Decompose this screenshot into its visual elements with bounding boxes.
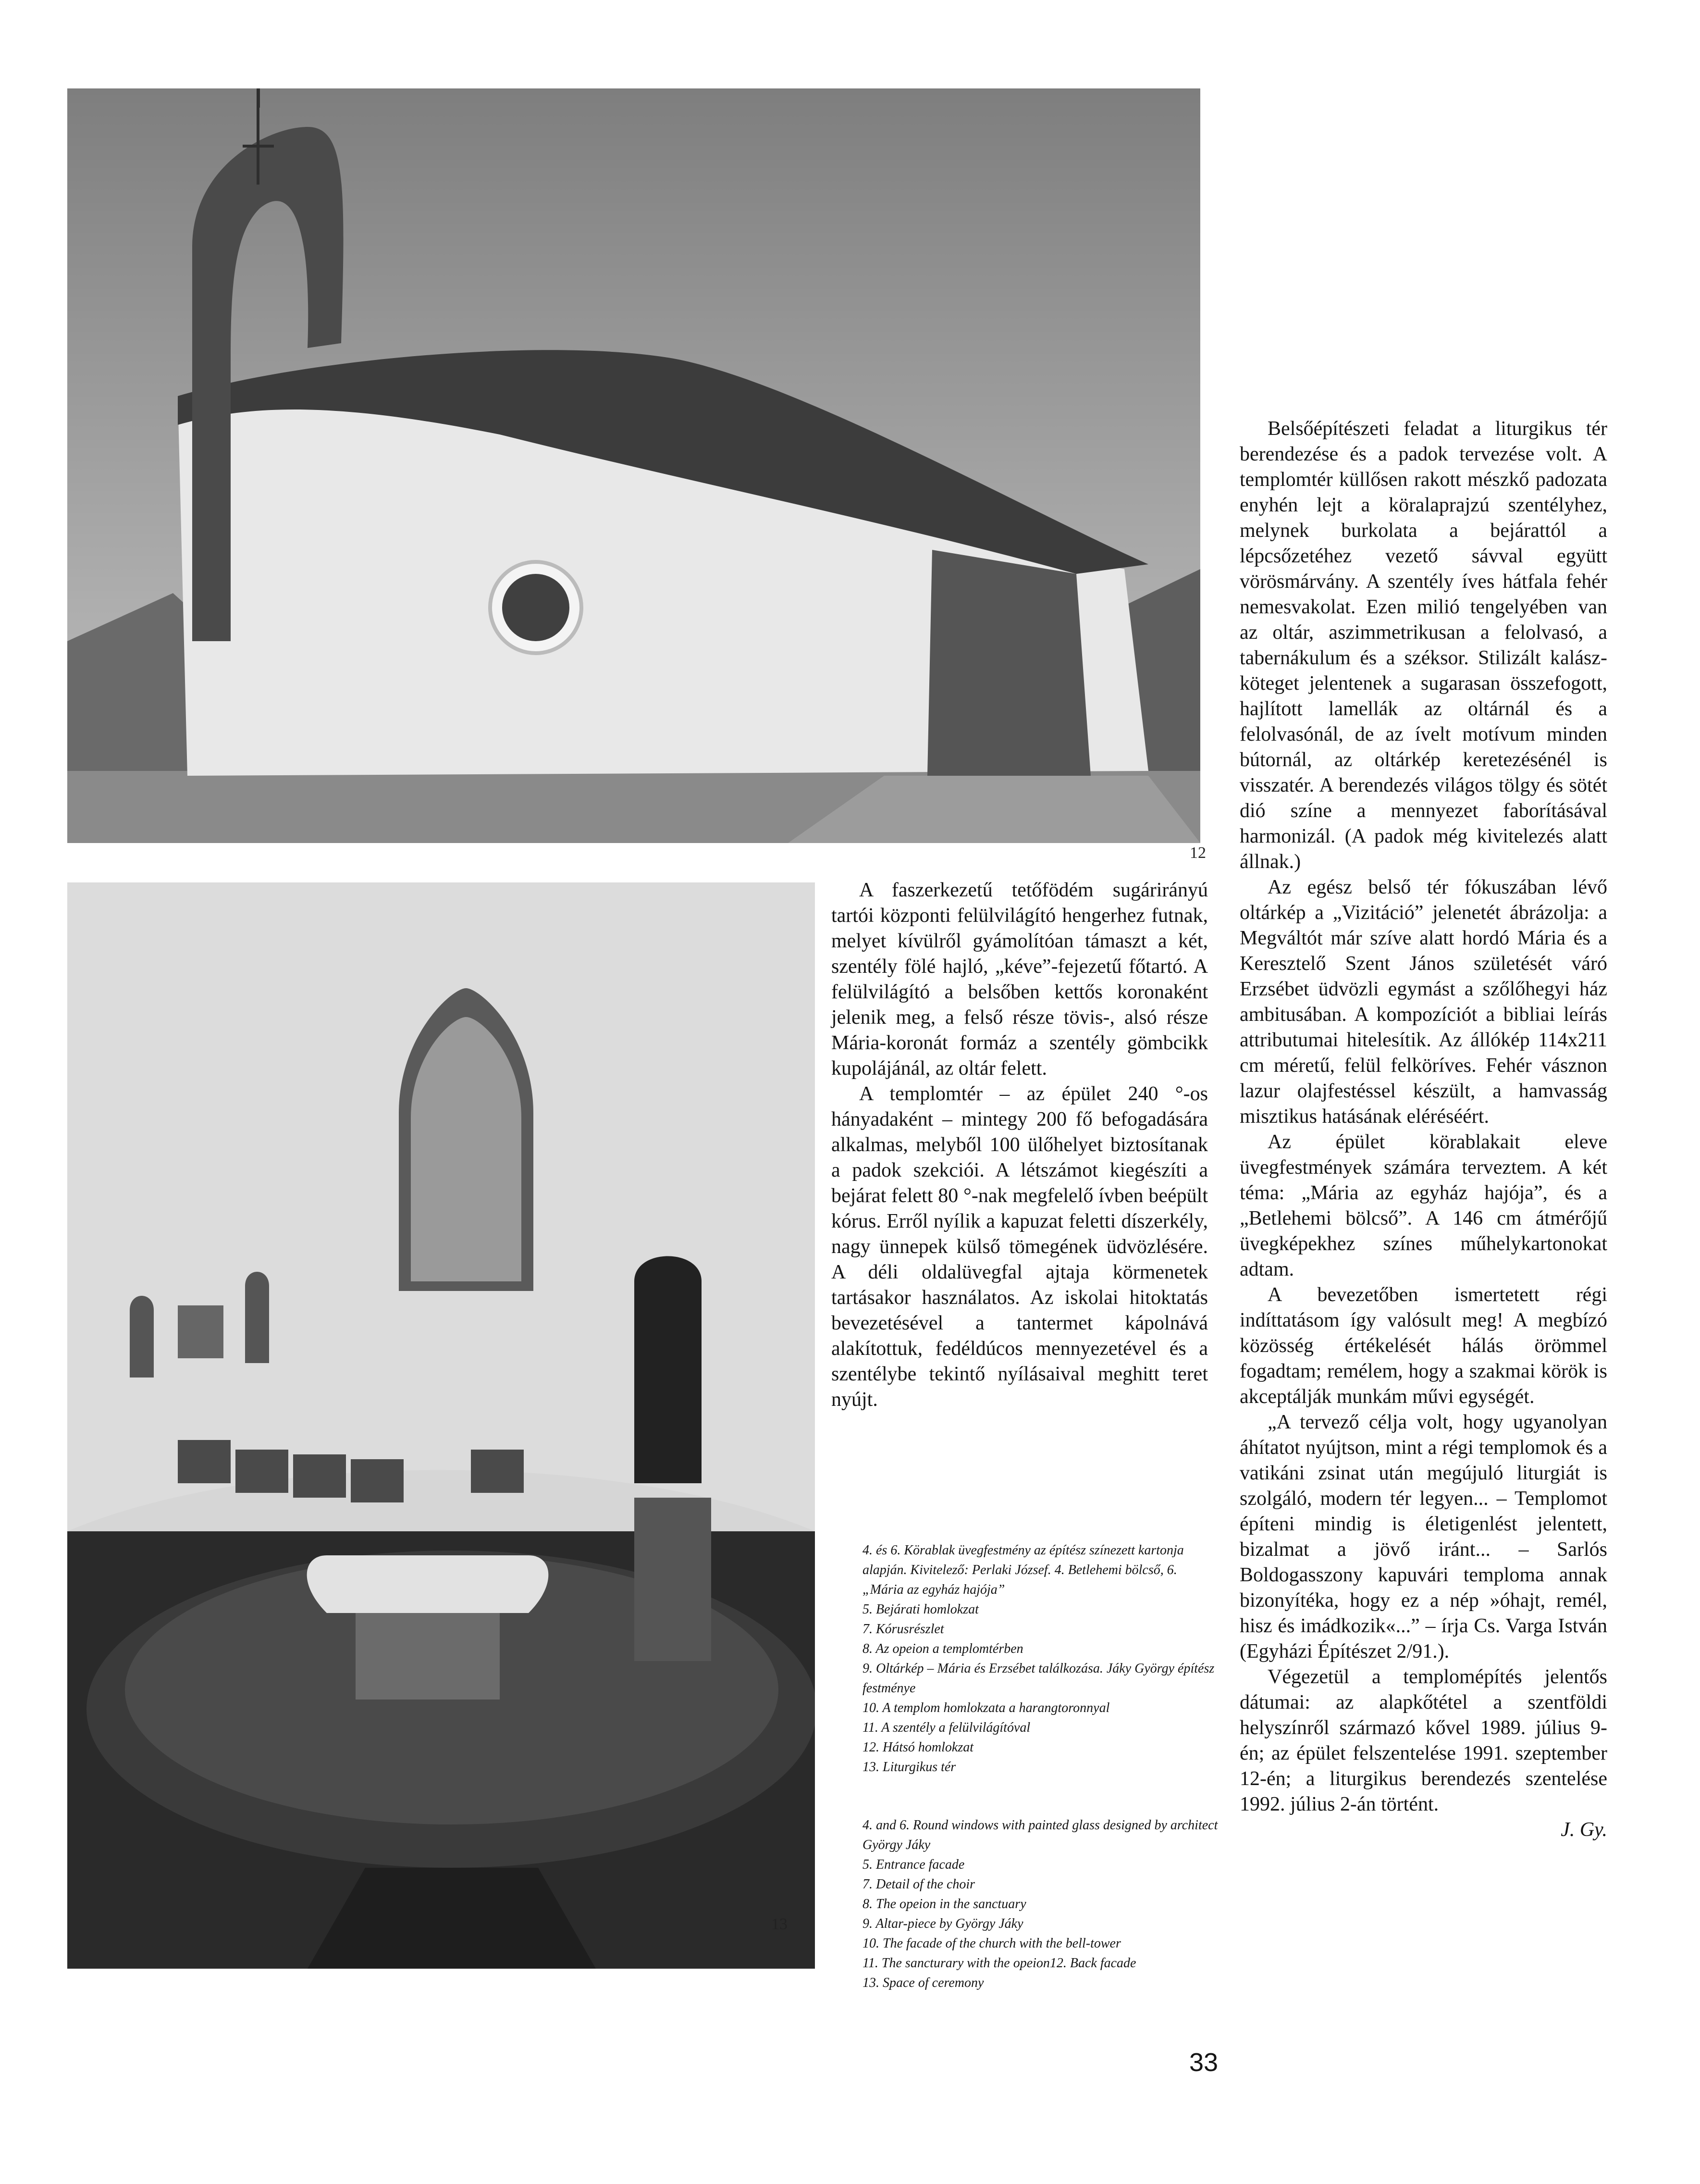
caption-hu: 8. Az opeion a templomtérben xyxy=(862,1641,1023,1656)
caption-en: 10. The facade of the church with the bell-tower xyxy=(862,1936,1121,1951)
middle-text-column xyxy=(831,878,1208,1413)
caption-hu: 9. Oltárkép – Mária és Erzsébet találkozása. Jáky György építész festménye xyxy=(862,1661,1215,1696)
caption-en: 5. Entrance facade xyxy=(862,1857,965,1872)
figure-number-12: 12 xyxy=(1190,844,1206,862)
captions-block xyxy=(862,1540,1218,1993)
paragraph: Az egész belső tér fókuszában lévő oltárkép a „Vizitáció” jelenetét ábrázolja: a Megváltót már szíve alatt hordó Mária és a Keresztelő Szent János születését váró Erzsébet üdvözli egymást a szőlőhegyi ház ambitusában. A kompozíciót a bibliai leírás attributumai hitelesítik. Az állókép 114x211 cm méretű, felül felköríves. Fehér vásznon lazur olajfestéssel készült, a hamvasság misztikus hatásának eléréséért. xyxy=(1240,876,1607,1128)
caption-en: 4. and 6. Round windows with painted glass designed by architect György Jáky xyxy=(862,1818,1218,1852)
caption-en: 9. Altar-piece by György Jáky xyxy=(862,1916,1023,1931)
paragraph: A faszerkezetű tetőfödém sugárirányú tartói központi felülvilágító hengerhez futnak, melyet kívülről gyámolítóan támaszt a két, szentély fölé hajló, „kéve”-fejezetű főtartó. A felülvilágító a belsőben kettős koronaként jelenik meg, a felső része tövis-, alsó része Mária-koronát formáz a szentély gömbcikk kupolájánál, az oltár felett. xyxy=(831,879,1208,1080)
photo-back-facade xyxy=(67,88,1200,843)
caption-hu: 12. Hátsó homlokzat xyxy=(862,1740,973,1755)
caption-hu: 7. Kórusrészlet xyxy=(862,1622,944,1637)
paragraph: Belsőépítészeti feladat a liturgikus tér berendezése és a padok tervezése volt. A templomtér küllősen rakott mészkő padozata enyhén lejt a köralaprajzú szentélyhez, melynek burkolata a bejárattól a lépcsőzetéhez vezető sávval együtt vörösmárvány. A szentély íves hátfala fehér nemesvakolat. Ezen milió tengelyében van az oltár, aszimmetrikusan a felolvasó, a tabernákulum és a széksor. Stilizált kalász-köteget jelentenek a sugarasan összefogott, hajlított lamellák az oltárnál és a felolvasónál, de az ívelt motívum minden bútornál, az oltárkép keretezésénél is visszatér. A berendezés világos tölgy és sötét dió színe a mennyezet faborításával harmonizál. (A padok még kivitelezés alatt állnak.) xyxy=(1240,418,1607,873)
caption-en: 13. Space of ceremony xyxy=(862,1975,984,1990)
paragraph: A bevezetőben ismertetett régi indíttatásom így valósult meg! A megbízó közösség értékelését hálás örömmel fogadtam; remélem, hogy a szakmai körök is akceptálják munkám művi egységét. xyxy=(1240,1284,1607,1408)
right-text-column xyxy=(1240,416,1607,1843)
caption-hu: 11. A szentély a felülvilágítóval xyxy=(862,1720,1031,1735)
paragraph: A templomtér – az épület 240 °-os hányadaként – mintegy 200 fő befogadására alkalmas, melyből 100 ülőhelyet biztosítanak a padok szekciói. A létszámot kiegészíti a bejárat felett 80 °-nak megfelelő ívben beépült kórus. Erről nyílik a kapuzat feletti díszerkély, nagy ünnepek külső tömegének üdvözlésére. A déli oldalüvegfal ajtaja körmenetek tartásakor használatos. Az iskolai hitoktatás bevezetésével a tantermet kápolnává alakítottuk, fedéldúcos mennyezetével és a szentélybe tekintő nyílásaival meghitt teret nyújt. xyxy=(831,1083,1208,1411)
paragraph: Végezetül a templomépítés jelentős dátumai: az alapkőtétel a szentföldi helyszínről származó kővel 1989. július 9-én; az épület felszentelése 1991. szeptember 12-én; a liturgikus berendezés szentelése 1992. július 2-án történt. xyxy=(1240,1666,1607,1815)
photo-liturgical-space xyxy=(67,882,815,1969)
caption-en: 7. Detail of the choir xyxy=(862,1877,975,1892)
caption-hu: 4. és 6. Körablak üvegfestmény az építész színezett kartonja alapján. Kivitelező: Perlaki József. 4. Betlehemi bölcső, 6. „Mária az egyház hajója” xyxy=(862,1543,1184,1597)
caption-hu: 10. A templom homlokzata a harangtoronnyal xyxy=(862,1700,1110,1715)
page-number: 33 xyxy=(1189,2048,1219,2077)
caption-hu: 13. Liturgikus tér xyxy=(862,1760,956,1774)
figure-number-13: 13 xyxy=(771,1915,788,1933)
author-signature: J. Gy. xyxy=(1561,1819,1607,1841)
paragraph: Az épület körablakait eleve üvegfestmények számára terveztem. A két téma: „Mária az egyház hajója”, és a „Betlehemi bölcső”. A 146 cm átmérőjű üvegképekhez színes műhelykartonokat adtam. xyxy=(1240,1131,1607,1280)
caption-en: 11. The sancturary with the opeion12. Back facade xyxy=(862,1956,1136,1971)
caption-hu: 5. Bejárati homlokzat xyxy=(862,1602,979,1617)
paragraph: „A tervező célja volt, hogy ugyanolyan áhítatot nyújtson, mint a régi templomok és a vatikáni zsinat után megújuló liturgiát is szolgáló, modern tér legyen... – Templomot építeni mindig is életigenlést jelentett, bizalmat a jövő iránt... – Sarlós Boldogasszony kapuvári temploma annak bizonyítéka, hogy ez a nép »óhajt, remél, hisz és imádkozik«...” – írja Cs. Varga István (Egyházi Építészet 2/91.). xyxy=(1240,1411,1607,1663)
caption-en: 8. The opeion in the sanctuary xyxy=(862,1897,1026,1911)
